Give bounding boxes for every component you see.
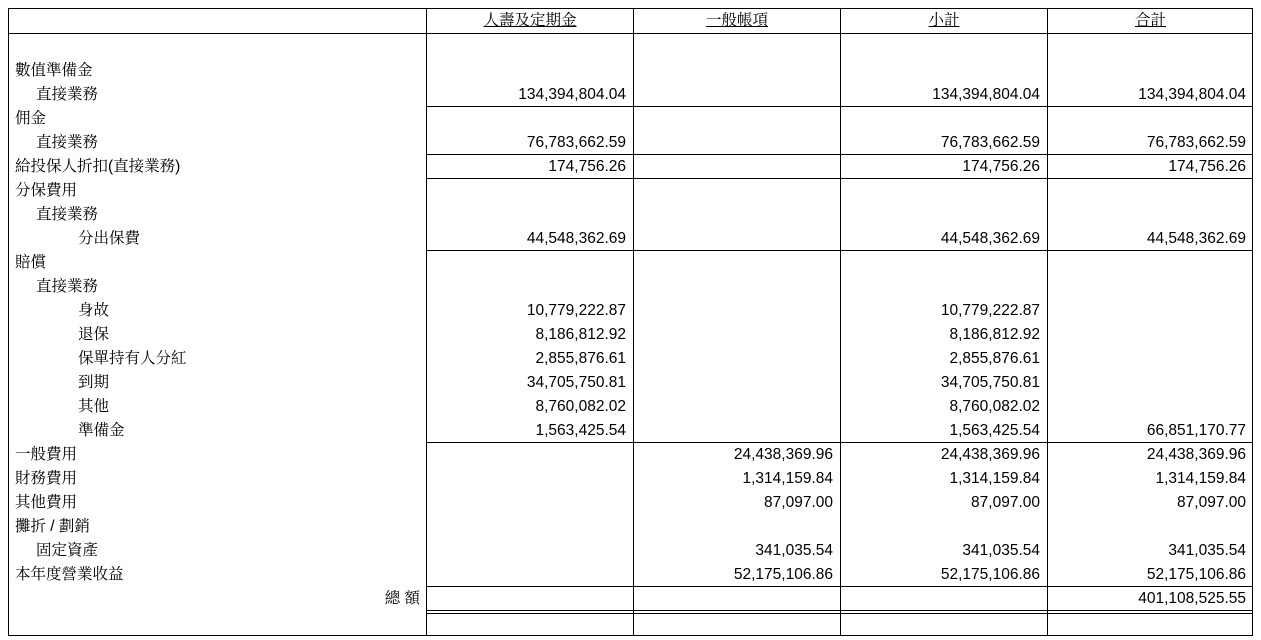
value-cell: 76,783,662.59	[940, 134, 1040, 151]
value-cell: 174,756.26	[1168, 158, 1246, 175]
column-header-total: 合計	[1134, 12, 1166, 29]
row-label: 分保費用	[15, 182, 78, 199]
value-cell: 8,760,082.02	[535, 398, 626, 415]
value-cell: 10,779,222.87	[526, 302, 626, 319]
row-label: 數值準備金	[15, 62, 93, 79]
value-cell: 1,563,425.54	[535, 422, 626, 439]
value-cell: 44,548,362.69	[1146, 230, 1246, 247]
value-cell: 341,035.54	[755, 542, 833, 559]
row-label: 給投保人折扣(直接業務)	[15, 158, 181, 175]
total-double-rule	[427, 613, 1252, 614]
row-label: 到期	[78, 374, 110, 391]
row-label: 固定資產	[36, 542, 99, 559]
financial-table	[8, 8, 1253, 636]
total-label: 總 額	[384, 590, 420, 607]
row-label: 其他	[78, 398, 110, 415]
column-header-life: 人壽及定期金	[483, 12, 577, 29]
row-label: 保單持有人分紅	[78, 350, 187, 367]
value-cell: 1,314,159.84	[742, 470, 833, 487]
column-header-subtotal: 小計	[928, 12, 960, 29]
value-cell: 134,394,804.04	[932, 86, 1040, 103]
value-cell: 34,705,750.81	[526, 374, 626, 391]
value-cell: 134,394,804.04	[1138, 86, 1246, 103]
value-cell: 10,779,222.87	[940, 302, 1040, 319]
value-cell: 34,705,750.81	[940, 374, 1040, 391]
row-label: 分出保費	[78, 230, 141, 247]
value-cell: 87,097.00	[1177, 494, 1246, 511]
value-cell: 66,851,170.77	[1146, 422, 1246, 439]
row-label: 財務費用	[15, 470, 78, 487]
value-cell: 52,175,106.86	[1146, 566, 1246, 583]
row-label: 直接業務	[36, 206, 99, 223]
row-label: 直接業務	[36, 278, 99, 295]
value-cell: 174,756.26	[548, 158, 626, 175]
value-cell: 52,175,106.86	[733, 566, 833, 583]
value-cell: 8,186,812.92	[949, 326, 1040, 343]
column-header-general: 一般帳項	[705, 12, 768, 29]
row-label: 直接業務	[36, 86, 99, 103]
value-cell: 24,438,369.96	[940, 446, 1040, 463]
value-cell: 8,186,812.92	[535, 326, 626, 343]
value-cell: 87,097.00	[971, 494, 1040, 511]
row-label: 佣金	[15, 110, 47, 127]
row-label: 一般費用	[15, 446, 78, 463]
value-cell: 1,314,159.84	[1155, 470, 1246, 487]
value-cell: 44,548,362.69	[526, 230, 626, 247]
row-label: 其他費用	[15, 494, 78, 511]
value-cell: 87,097.00	[764, 494, 833, 511]
value-cell: 76,783,662.59	[526, 134, 626, 151]
value-cell: 1,563,425.54	[949, 422, 1040, 439]
value-cell: 44,548,362.69	[940, 230, 1040, 247]
row-label: 攤折 / 劃銷	[15, 518, 90, 535]
value-cell: 52,175,106.86	[940, 566, 1040, 583]
total-value: 401,108,525.55	[1138, 590, 1246, 607]
value-cell: 76,783,662.59	[1146, 134, 1246, 151]
value-cell: 2,855,876.61	[949, 350, 1040, 367]
row-label: 本年度營業收益	[15, 566, 124, 583]
row-label: 直接業務	[36, 134, 99, 151]
row-label: 退保	[78, 326, 110, 343]
row-label: 身故	[78, 302, 110, 319]
value-cell: 8,760,082.02	[949, 398, 1040, 415]
value-cell: 1,314,159.84	[949, 470, 1040, 487]
value-cell: 341,035.54	[962, 542, 1040, 559]
value-cell: 24,438,369.96	[1146, 446, 1246, 463]
row-label: 賠償	[15, 254, 47, 271]
value-cell: 174,756.26	[962, 158, 1040, 175]
header-rule	[9, 33, 1252, 34]
row-label: 準備金	[78, 422, 125, 439]
value-cell: 24,438,369.96	[733, 446, 833, 463]
value-cell: 134,394,804.04	[518, 86, 626, 103]
value-cell: 2,855,876.61	[535, 350, 626, 367]
value-cell: 341,035.54	[1168, 542, 1246, 559]
